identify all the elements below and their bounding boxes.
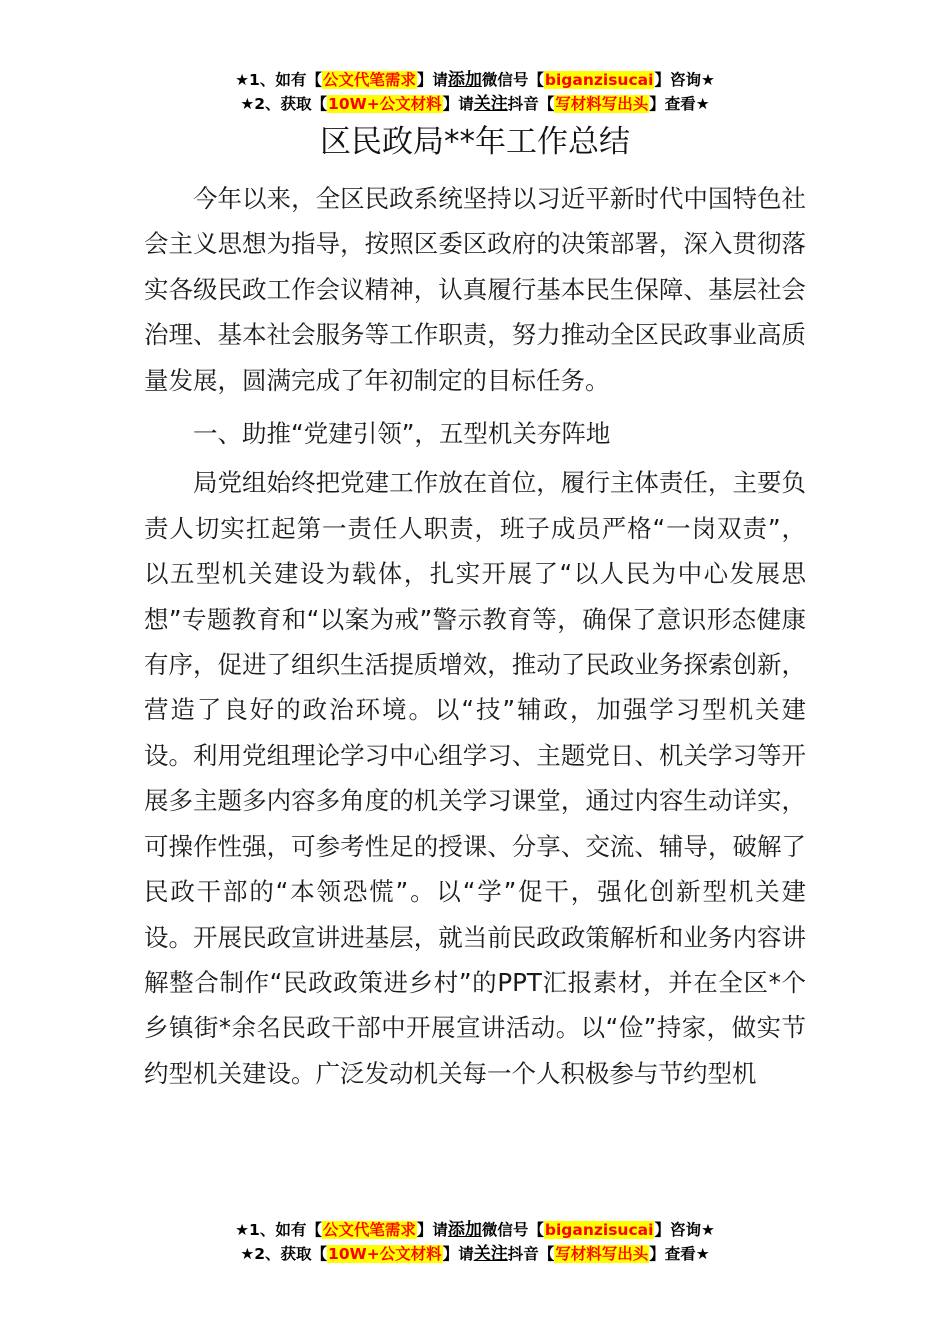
promo-text: 微信号【 xyxy=(481,71,544,89)
document-title: 区民政局**年工作总结 xyxy=(320,124,630,160)
promo-text: 】查看★ xyxy=(649,95,710,113)
promo-highlight: 10W+公文材料 xyxy=(328,95,442,113)
promo-text: ★1、如有【 xyxy=(235,1221,322,1239)
promo-highlight: 10W+公文材料 xyxy=(328,1245,442,1263)
top-promo-banner xyxy=(0,68,950,116)
section-paragraph: 局党组始终把党建工作放在首位，履行主体责任，主要负责人切实扛起第一责任人职责，班子成员严格“一岗双责”，以五型机关建设为载体，扎实开展了“以人民为中心发展思想”专题教育和“以案为戒”警示教育等，确保了意识形态健康有序，促进了组织生活提质增效，推动了民政业务探索创新，营造了良好的政治环境。以“技”辅政，加强学习型机关建设。利用党组理论学习中心组学习、主题党日、机关学习等开展多主题多内容多角度的机关学习课堂，通过内容生动详实，可操作性强，可参考性足的授课、分享、交流、辅导，破解了民政干部的“本领恐慌”。以“学”促干，强化创新型机关建设。开展民政宣讲进基层，就当前民政政策解析和业务内容讲解整合制作“民政政策进乡村”的PPT汇报素材，并在全区*个乡镇街*余名民政干部中开展宣讲活动。以“俭”持家，做实节约型机关建设。广泛发动机关每一个人积极参与节约型机 xyxy=(144,468,806,1088)
promo-underlined: 添加 xyxy=(447,1220,482,1240)
promo-text: 抖音【 xyxy=(507,1245,555,1263)
promo-underlined: 关注 xyxy=(473,1244,508,1264)
promo-text: ★2、获取【 xyxy=(240,1245,328,1263)
promo-text: 】咨询★ xyxy=(654,71,715,89)
bottom-promo-banner xyxy=(0,1218,950,1266)
section-heading: 一、助推“党建引领”，五型机关夯阵地 xyxy=(193,419,611,449)
promo-line-2 xyxy=(0,92,950,116)
promo-text: 】咨询★ xyxy=(654,1221,715,1239)
promo-line-1 xyxy=(0,68,950,92)
promo-text: 】请 xyxy=(442,1245,474,1263)
promo-text: 抖音【 xyxy=(507,95,555,113)
promo-highlight: 写材料写出头 xyxy=(555,1245,649,1263)
promo-highlight: 写材料写出头 xyxy=(555,95,649,113)
promo-text: 】请 xyxy=(416,1221,448,1239)
promo-highlight: 公文代笔需求 xyxy=(322,71,416,89)
promo-text: 】查看★ xyxy=(649,1245,710,1263)
promo-underlined: 添加 xyxy=(447,70,482,90)
promo-underlined: 关注 xyxy=(473,94,508,114)
promo-line-1 xyxy=(0,1218,950,1242)
promo-text: 】请 xyxy=(416,71,448,89)
promo-text: ★1、如有【 xyxy=(235,71,322,89)
promo-highlight: 公文代笔需求 xyxy=(322,1221,416,1239)
promo-highlight: biganzisucai xyxy=(544,71,654,89)
intro-paragraph: 今年以来，全区民政系统坚持以习近平新时代中国特色社会主义思想为指导，按照区委区政府的决策部署，深入贯彻落实各级民政工作会议精神，认真履行基本民生保障、基层社会治理、基本社会服务等工作职责，努力推动全区民政事业高质量发展，圆满完成了年初制定的目标任务。 xyxy=(144,184,806,395)
promo-line-2 xyxy=(0,1242,950,1266)
document-body xyxy=(144,176,806,1104)
promo-text: ★2、获取【 xyxy=(240,95,328,113)
promo-text: 】请 xyxy=(442,95,474,113)
promo-highlight: biganzisucai xyxy=(544,1221,654,1239)
promo-text: 微信号【 xyxy=(481,1221,544,1239)
